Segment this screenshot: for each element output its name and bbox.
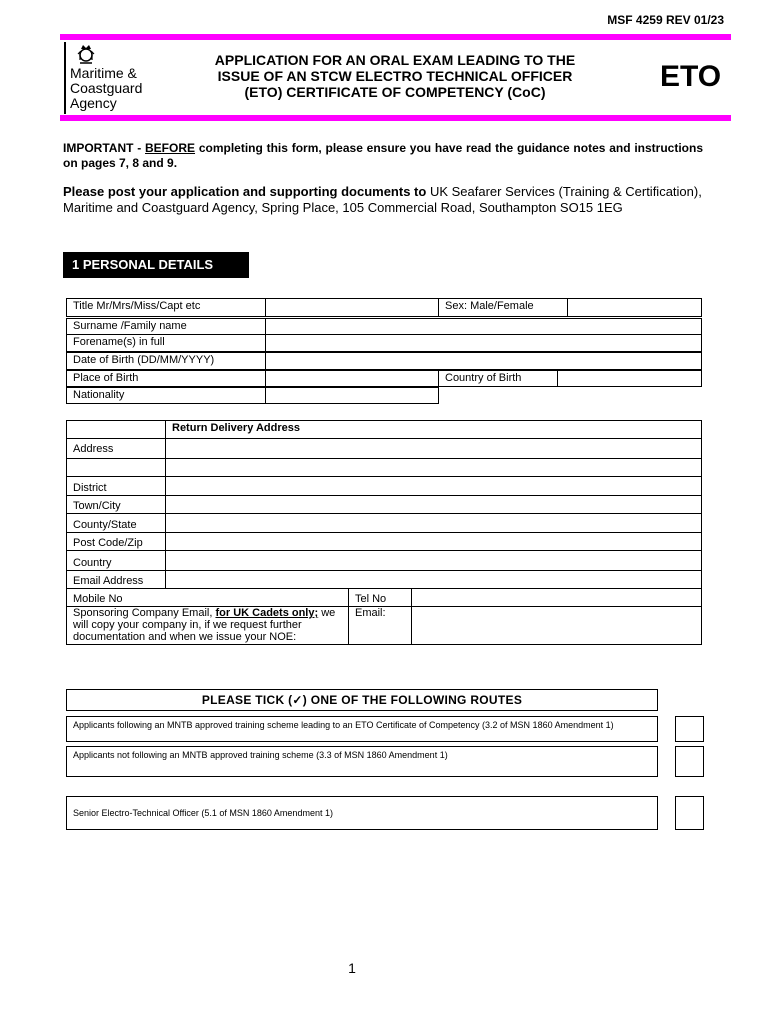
- dob-label: Date of Birth (DD/MM/YYYY): [66, 352, 266, 370]
- important-before: BEFORE: [145, 141, 196, 155]
- postcode-input[interactable]: [165, 532, 702, 551]
- sponsor-text-cadets: for UK Cadets only;: [215, 607, 319, 619]
- form-title: [190, 52, 600, 100]
- address-input-2[interactable]: [165, 458, 702, 477]
- pob-label: Place of Birth: [66, 370, 266, 387]
- district-input[interactable]: [165, 476, 702, 496]
- title-line-3: (ETO) CERTIFICATE OF COMPETENCY (CoC): [244, 84, 546, 100]
- town-label: Town/City: [66, 495, 166, 514]
- surname-input[interactable]: [265, 318, 702, 335]
- cob-input[interactable]: [557, 370, 702, 387]
- pob-input[interactable]: [265, 370, 439, 387]
- sponsor-email-input[interactable]: [411, 606, 702, 645]
- eto-badge: ETO: [660, 60, 722, 93]
- tel-label: Tel No: [348, 588, 412, 607]
- return-address-header: Return Delivery Address: [165, 420, 702, 439]
- important-rest: completing this form, please ensure you have read the guidance notes and instructions on pages 7, 8 and 9.: [63, 141, 704, 170]
- section-personal-details: 1 PERSONAL DETAILS: [63, 252, 249, 278]
- forenames-input[interactable]: [265, 334, 702, 352]
- route-1-checkbox[interactable]: [675, 716, 704, 742]
- title-line-1: APPLICATION FOR AN ORAL EXAM LEADING TO THE: [214, 52, 576, 68]
- sponsor-text-a: Sponsoring Company Email,: [73, 607, 216, 619]
- country-label: Country: [66, 550, 166, 571]
- address-label: Address: [66, 438, 166, 459]
- nationality-label: Nationality: [66, 387, 266, 404]
- postal-instructions: [63, 184, 723, 216]
- page-number: 1: [348, 960, 356, 976]
- post-heading: Please post your application and supporting documents to: [63, 184, 427, 199]
- route-1-description: Applicants following an MNTB approved training scheme leading to an ETO Certificate of Competency (3.2 of MSN 1860 Amendment 1): [66, 716, 658, 742]
- sex-input[interactable]: [567, 298, 702, 317]
- mca-logo: [60, 42, 178, 114]
- routes-header: PLEASE TICK (✓) ONE OF THE FOLLOWING ROUTES: [66, 689, 658, 711]
- important-prefix: IMPORTANT -: [63, 141, 146, 155]
- route-3-description: Senior Electro-Technical Officer (5.1 of MSN 1860 Amendment 1): [66, 796, 658, 830]
- header-bar-top: [60, 34, 731, 40]
- surname-label: Surname /Family name: [66, 318, 266, 335]
- form-reference: MSF 4259 REV 01/23: [607, 13, 724, 27]
- county-input[interactable]: [165, 513, 702, 533]
- route-3-checkbox[interactable]: [675, 796, 704, 830]
- email-label: Email Address: [66, 570, 166, 589]
- important-notice: [63, 141, 703, 171]
- tel-input[interactable]: [411, 588, 702, 607]
- logo-text: [70, 66, 142, 111]
- address-header-spacer: [66, 420, 166, 439]
- address-input-1[interactable]: [165, 438, 702, 459]
- cob-label: Country of Birth: [438, 370, 558, 387]
- email-input[interactable]: [165, 570, 702, 589]
- title-label: Title Mr/Mrs/Miss/Capt etc: [66, 298, 266, 317]
- sponsor-label: [66, 606, 349, 645]
- mobile-label: Mobile No: [66, 588, 349, 607]
- county-label: County/State: [66, 513, 166, 533]
- logo-line-1: Maritime &: [70, 65, 137, 81]
- country-input[interactable]: [165, 550, 702, 571]
- town-input[interactable]: [165, 495, 702, 514]
- logo-rule: [64, 42, 66, 114]
- district-label: District: [66, 476, 166, 496]
- title-input[interactable]: [265, 298, 439, 317]
- address-label-blank: [66, 458, 166, 477]
- title-line-2: ISSUE OF AN STCW ELECTRO TECHNICAL OFFICER: [217, 68, 573, 84]
- nationality-input[interactable]: [265, 387, 439, 404]
- route-2-description: Applicants not following an MNTB approved training scheme (3.3 of MSN 1860 Amendment 1): [66, 746, 658, 777]
- forenames-label: Forename(s) in full: [66, 334, 266, 352]
- header-bar-bottom: [60, 115, 731, 121]
- sex-label: Sex: Male/Female: [438, 298, 568, 317]
- postcode-label: Post Code/Zip: [66, 532, 166, 551]
- dob-input[interactable]: [265, 352, 702, 370]
- sponsor-text-c: we will copy your company in, if we request further documentation and when we issue your NOE:: [73, 607, 336, 643]
- sponsor-email-label: Email:: [348, 606, 412, 645]
- route-2-checkbox[interactable]: [675, 746, 704, 777]
- logo-line-3: Agency: [70, 95, 117, 111]
- post-address: UK Seafarer Services (Training & Certification), Maritime and Coastguard Agency, Spring Place, 105 Commercial Road, Southampton SO15 1EG: [63, 184, 702, 215]
- royal-crest-icon: [74, 42, 98, 66]
- logo-line-2: Coastguard: [70, 80, 143, 96]
